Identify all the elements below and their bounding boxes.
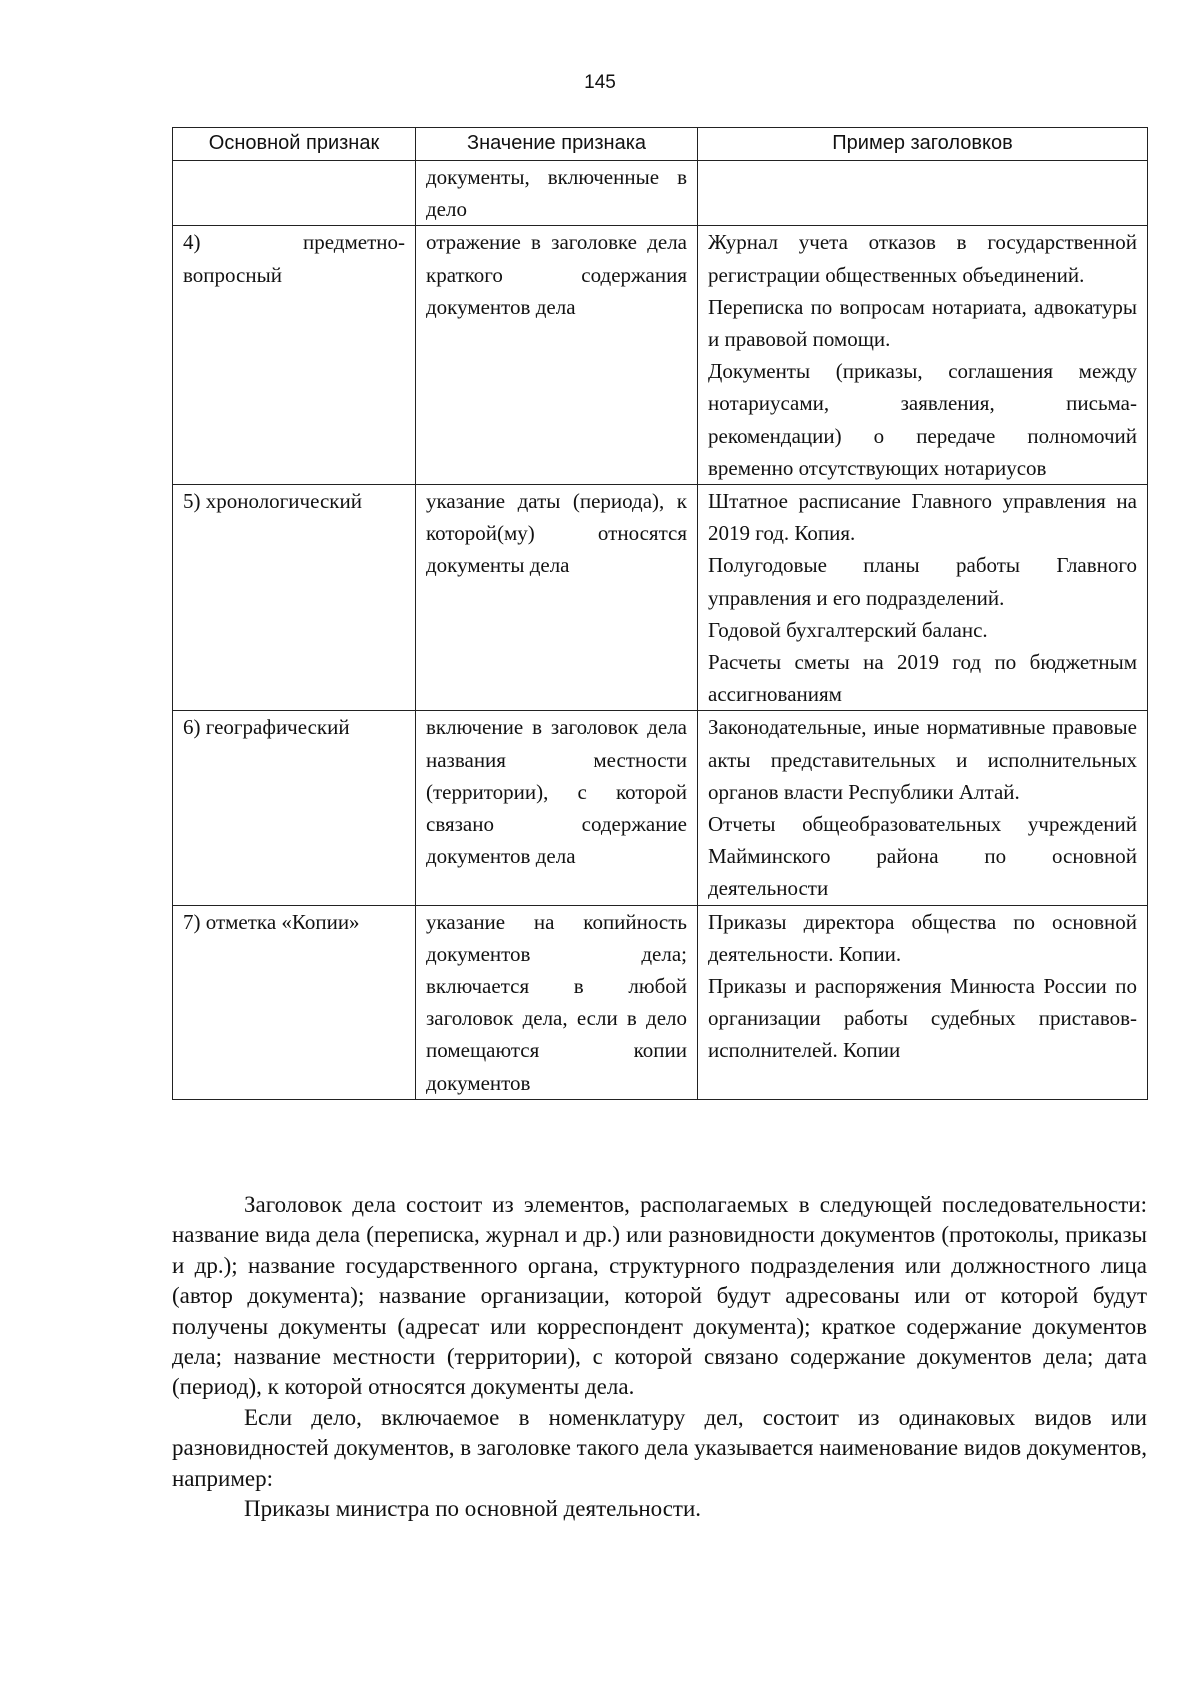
example-heading: Штатное расписание Главного управления на 2019 год. Копия. xyxy=(708,489,1137,546)
headings-table xyxy=(172,127,1148,1100)
table-header-row xyxy=(173,128,1148,161)
example-heading: Приказы и распоряжения Минюста России по организации работы судебных приставов-исполнителей. Копии xyxy=(708,974,1137,1063)
cell-examples xyxy=(698,711,1148,905)
cell-text: 4) предметно-вопросный xyxy=(183,230,405,287)
column-header-examples: Пример заголовков xyxy=(698,128,1148,161)
cell-text: указание даты (периода), к которой(му) относятся документы дела xyxy=(426,489,687,578)
cell-meaning xyxy=(416,711,698,905)
column-header-meaning: Значение признака xyxy=(416,128,698,161)
example-heading: Документы (приказы, соглашения между нотариусами, заявления, письма-рекомендации) о передаче полномочий временно отсутствующих нотариусов xyxy=(708,359,1137,480)
example-heading: Отчеты общеобразовательных учреждений Майминского района по основной деятельности xyxy=(708,812,1137,901)
cell-text: включение в заголовок дела названия местности (территории), с которой связано содержание документов дела xyxy=(426,715,687,869)
cell-text: 6) географический xyxy=(183,715,350,740)
paragraph: Если дело, включаемое в номенклатуру дел, состоит из одинаковых видов или разновидностей документов, в заголовке такого дела указывается наименование видов документов, например: xyxy=(172,1404,1147,1491)
cell-feature xyxy=(173,905,416,1099)
example-heading: Годовой бухгалтерский баланс. xyxy=(708,617,988,642)
cell-feature xyxy=(173,161,416,226)
table-row xyxy=(173,905,1148,1099)
cell-meaning xyxy=(416,905,698,1099)
body-text xyxy=(172,1190,1147,1524)
example-heading: Расчеты сметы на 2019 год по бюджетным ассигнованиям xyxy=(708,650,1137,707)
table-row xyxy=(173,226,1148,485)
cell-text: 7) отметка «Копии» xyxy=(183,909,360,934)
paragraph: Заголовок дела состоит из элементов, располагаемых в следующей последовательности: название вида дела (переписка, журнал и др.) или разновидности документов (протоколы, приказы и др.); название государственного органа, структурного подразделения или должностного лица (автор документа); название организации, которой будут адресованы или от которой будут получены документы (адресат или корреспондент документа); краткое содержание документов дела; название местности (территории), с которой связано содержание документов дела; дата (период), к которой относятся документы дела. xyxy=(172,1192,1147,1400)
example-heading: Переписка по вопросам нотариата, адвокатуры и правовой помощи. xyxy=(708,294,1137,352)
cell-meaning xyxy=(416,485,698,711)
cell-text: 5) хронологический xyxy=(183,489,362,514)
cell-text: документы, включенные в дело xyxy=(426,165,687,222)
cell-feature xyxy=(173,485,416,711)
paragraph: Приказы министра по основной деятельности. xyxy=(244,1496,702,1522)
page-number: 145 xyxy=(584,72,616,93)
example-heading: Приказы директора общества по основной деятельности. Копии. xyxy=(708,909,1137,966)
cell-examples xyxy=(698,161,1148,226)
cell-examples xyxy=(698,485,1148,711)
cell-examples xyxy=(698,905,1148,1099)
example-heading: Законодательные, иные нормативные правовые акты представительных и исполнительных органов власти Республики Алтай. xyxy=(708,715,1137,804)
table-row xyxy=(173,711,1148,905)
example-heading: Полугодовые планы работы Главного управления и его подразделений. xyxy=(708,553,1137,610)
table-row xyxy=(173,485,1148,711)
cell-feature xyxy=(173,226,416,485)
column-header-feature: Основной признак xyxy=(173,128,416,161)
cell-text: указание на копийность документов дела; включается в любой заголовок дела, если в дело помещаются копии документов xyxy=(426,909,687,1095)
cell-text: отражение в заголовке дела краткого содержания документов дела xyxy=(426,230,687,319)
cell-examples xyxy=(698,226,1148,485)
cell-meaning xyxy=(416,226,698,485)
cell-feature xyxy=(173,711,416,905)
example-heading: Журнал учета отказов в государственной регистрации общественных объединений. xyxy=(708,230,1137,287)
cell-meaning xyxy=(416,161,698,226)
table-row xyxy=(173,161,1148,226)
